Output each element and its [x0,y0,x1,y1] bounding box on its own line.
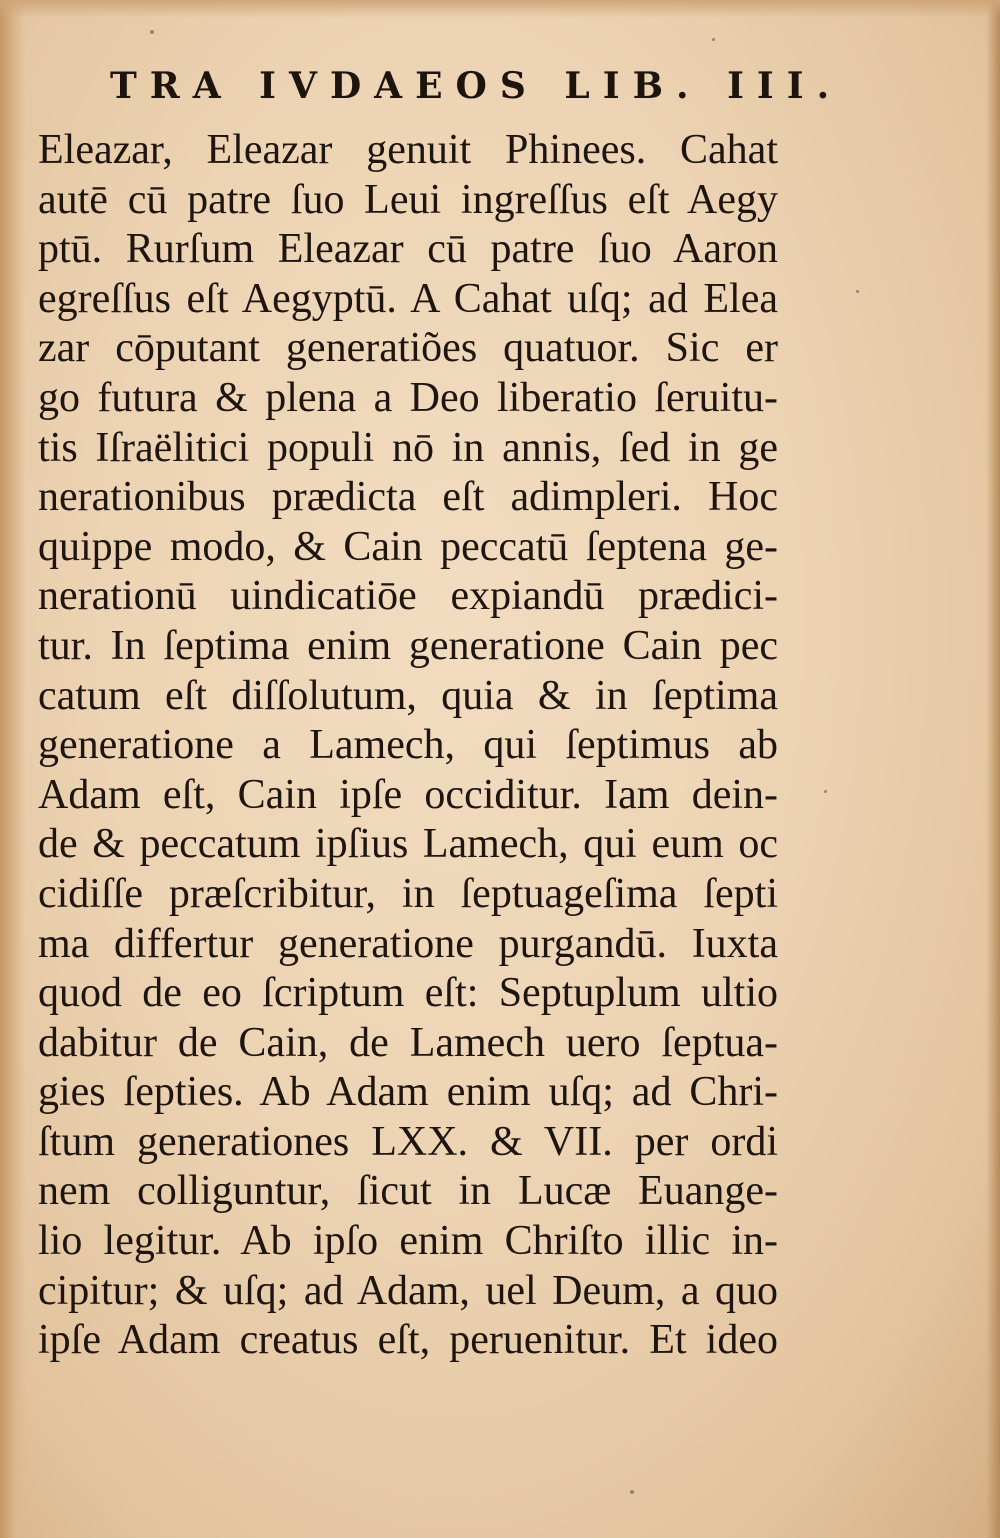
text-line: go futura & plena a Deo liberatio ſeruitu- [38,374,778,421]
ink-speck [856,290,859,293]
ink-speck [630,1490,634,1494]
text-line: nerationibus prædicta eſt adimpleri. Hoc [38,474,778,521]
running-title: TRA IVDAEOS LIB. III. [110,65,843,107]
text-line: generatione a Lamech, qui ſeptimus ab [38,722,778,769]
text-line: nem colliguntur, ſicut in Lucæ Euange- [38,1168,778,1215]
text-line: catum eſt diſſolutum, quia & in ſeptima [38,672,778,719]
text-line: dabitur de Cain, de Lamech uero ſeptua- [38,1019,778,1066]
text-line: de & peccatum ipſius Lamech, qui eum oc [38,821,778,868]
text-line: zar cōputant generatiões quatuor. Sic er [38,325,778,372]
text-line: nerationū uindicatiōe expiandū prædici- [38,573,778,620]
text-line: ipſe Adam creatus eſt, peruenitur. Et ideo [38,1317,778,1364]
ink-speck [150,30,154,34]
text-line: tis Iſraëlitici populi nō in annis, ſed in ge [38,424,778,471]
text-line: lio legitur. Ab ipſo enim Chriſto illic in- [38,1218,778,1265]
text-line: quod de eo ſcriptum eſt: Septuplum ultio [38,970,778,1017]
text-line: autē cū patre ſuo Leui ingreſſus eſt Aegy [38,176,778,223]
text-line: ſtum generationes LXX. & VII. per ordi [38,1118,778,1165]
page-edge-top [0,0,1000,18]
ink-speck [712,38,715,41]
text-line: quippe modo, & Cain peccatū ſeptena ge- [38,523,778,570]
text-line: cipitur; & uſq; ad Adam, uel Deum, a quo [38,1267,778,1314]
text-line: ptū. Rurſum Eleazar cū patre ſuo Aaron [38,226,778,273]
body-text [38,126,778,1366]
page-edge-left [0,0,26,1538]
text-line: gies ſepties. Ab Adam enim uſq; ad Chri- [38,1069,778,1116]
text-line: Adam eſt, Cain ipſe occiditur. Iam dein- [38,771,778,818]
ink-speck [824,790,827,793]
text-line: egreſſus eſt Aegyptū. A Cahat uſq; ad Elea [38,275,778,322]
text-line: tur. In ſeptima enim generatione Cain pec [38,622,778,669]
page-edge-right [986,0,1000,1538]
text-line: Eleazar, Eleazar genuit Phinees. Cahat [38,127,778,173]
text-line: ma differtur generatione purgandū. Iuxta [38,920,778,967]
text-line: cidiſſe præſcribitur, in ſeptuageſima ſepti [38,870,778,917]
